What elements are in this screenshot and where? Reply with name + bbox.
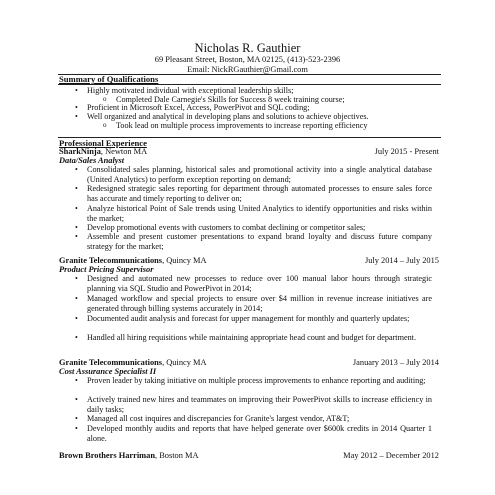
company-name: Granite Telecommunications [59, 256, 163, 265]
summary-item: Highly motivated individual with exceptional leadership skills; [87, 86, 294, 95]
bullet-icon: • [75, 103, 78, 112]
job-bullet: Documented audit analysis and forecast for upper management for monthly and quarterly updates; [87, 314, 410, 323]
job-company [59, 147, 147, 156]
sub-bullet-icon: o [103, 121, 107, 129]
job-company [59, 451, 199, 460]
bullet-icon: • [75, 314, 78, 323]
company-name: Granite Telecommunications [59, 358, 163, 367]
summary-item: Proficient in Microsoft Excel, Access, PowerPivot and SQL coding; [87, 103, 310, 112]
bullet-icon: • [75, 333, 78, 342]
bullet-icon: • [75, 112, 78, 121]
company-name: Brown Brothers Harriman [59, 451, 155, 460]
bullet-icon: • [75, 184, 78, 193]
job-dates: July 2015 - Present [374, 147, 439, 156]
summary-bottom-rule [58, 84, 441, 85]
bullet-icon: • [75, 424, 78, 433]
contact-address: 69 Pleasant Street, Boston, MA 02125, (413)-523-2396 [154, 55, 341, 64]
job-bullet: Assemble and present customer presentations to expand brand loyalty and discuss future company strategy for the market; [87, 232, 432, 251]
job-dates: January 2013 – July 2014 [352, 358, 439, 367]
job-dates: July 2014 – July 2015 [365, 256, 439, 265]
company-location: , Boston MA [155, 451, 199, 460]
job-bullet: Actively trained new hires and teammates on improving their PowerPivot skills to increase efficiency in daily tasks; [87, 395, 432, 414]
company-name: SharkNinja [59, 147, 101, 156]
company-location: , Newton MA [100, 147, 148, 156]
bullet-icon: • [75, 223, 78, 232]
job-role: Product Pricing Supervisor [59, 265, 154, 274]
candidate-name: Nicholas R. Gauthier [194, 41, 301, 55]
sub-bullet-icon: o [103, 95, 107, 103]
job-bullet: Redesigned strategic sales reporting for department through automated processes to ensure sales force has accurate and timely reporting to deliver on; [87, 184, 432, 203]
bullet-icon: • [75, 395, 78, 404]
bullet-icon: • [75, 414, 78, 423]
job-bullet: Managed all cost inquires and discrepancies for Granite's largest vendor, AT&T; [87, 414, 350, 423]
bullet-icon: • [75, 376, 78, 385]
job-dates: May 2012 – December 2012 [343, 451, 439, 460]
job-company [59, 256, 207, 265]
company-location: , Quincy MA [162, 358, 207, 367]
job-role: Cost Assurance Specialist II [59, 367, 157, 376]
job-bullet: Designed and automated new processes to reduce over 100 manual labor hours through strategic planning via SQL Studio and PowerPivot in 2014; [87, 274, 432, 293]
bullet-icon: • [75, 294, 78, 303]
bullet-icon: • [75, 204, 78, 213]
job-company [59, 358, 207, 367]
bullet-icon: • [75, 274, 78, 283]
bullet-icon: • [75, 165, 78, 174]
job-bullet: Handled all hiring requisitions while maintaining appropriate head count and budget for department. [87, 333, 416, 342]
bullet-icon: • [75, 86, 78, 95]
experience-heading: Professional Experience [59, 138, 147, 148]
job-bullet: Develop promotional events with customers to combat declining or competitor sales; [87, 223, 366, 232]
summary-subitem: Completed Dale Carnegie's Skills for Success 8 week training course; [116, 95, 345, 104]
company-location: , Quincy MA [162, 256, 207, 265]
summary-heading: Summary of Qualifications [59, 74, 159, 84]
job-bullet: Developed monthly audits and reports that have helped generate over $600k credits in 2014 Quarter 1 alone. [87, 424, 432, 443]
job-bullet: Analyze historical Point of Sale trends using United Analytics to identify opportunities and risks within the market; [87, 204, 432, 223]
job-bullet: Consolidated sales planning, historical sales and promotional activity into a single analytical database (United Analytics) to perform exception reporting on demand; [87, 165, 432, 184]
bullet-icon: • [75, 232, 78, 241]
summary-subitem: Took lead on multiple process improvements to increase reporting efficiency [116, 121, 368, 130]
job-bullet: Managed workflow and special projects to ensure over $4 million in revenue increase initiatives are generated through billing systems accurately in 2014; [87, 294, 432, 313]
contact-email: Email: NickRGauthier@Gmail.com [187, 65, 308, 74]
job-bullet: Proven leader by taking initiative on multiple process improvements to enhance reporting and auditing; [87, 376, 426, 385]
job-role: Data/Sales Analyst [59, 156, 125, 165]
summary-item: Well organized and analytical in developing plans and solutions to achieve objectives. [87, 112, 369, 121]
